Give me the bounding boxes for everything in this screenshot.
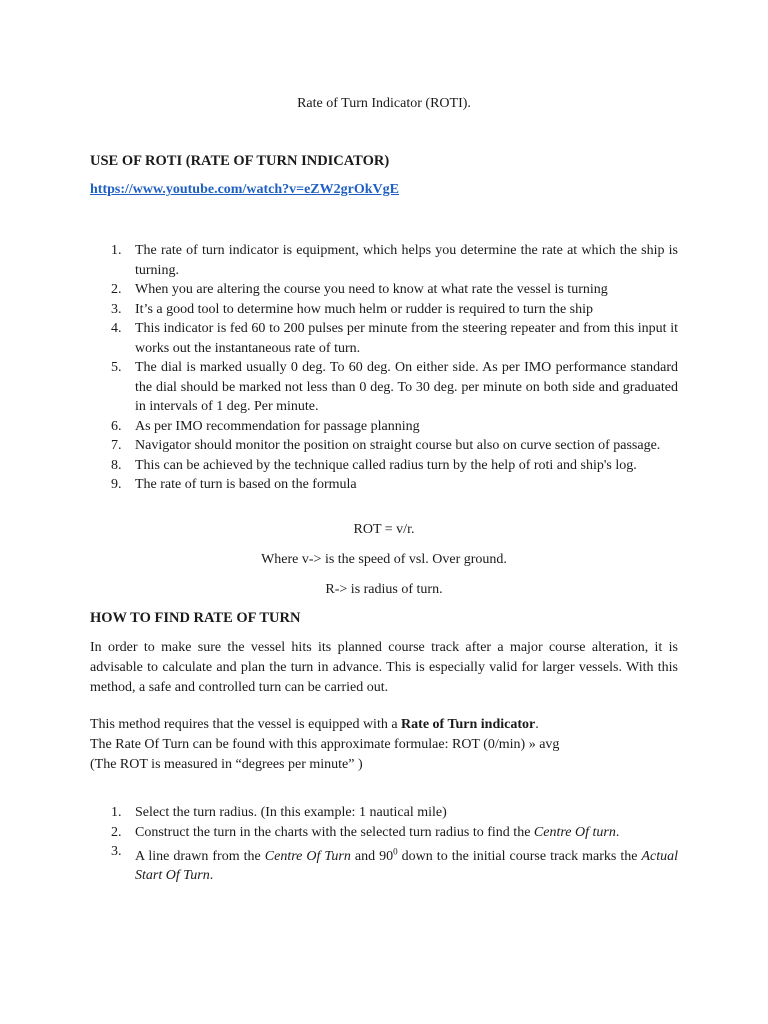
rate-of-turn-indicator-bold: Rate of Turn indicator xyxy=(401,717,536,732)
list-item xyxy=(90,300,678,320)
list-item xyxy=(90,823,678,843)
section-heading-how-to-find: HOW TO FIND RATE OF TURN xyxy=(90,610,301,626)
list-item xyxy=(90,456,678,476)
rot-formula: ROT = v/r. xyxy=(353,522,415,537)
formula-where-v: Where v-> is the speed of vsl. Over ground. xyxy=(261,552,507,567)
list-number: 8. xyxy=(111,457,122,473)
list-item-text: When you are altering the course you need to know at what rate the vessel is turning xyxy=(135,282,608,297)
list-item xyxy=(90,358,678,417)
list-item xyxy=(90,417,678,437)
list-number: 1. xyxy=(111,243,122,258)
list-item-text: It’s a good tool to determine how much helm or rudder is required to turn the ship xyxy=(135,301,594,317)
list-item-text: The dial is marked usually 0 deg. To 60 deg. On either side. As per IMO performance standard the dial should be marked not less than 0 deg. To 30 deg. per minute on both side and graduated in intervals of 1 deg. Per minute. xyxy=(135,360,678,414)
list-number: 3. xyxy=(111,844,122,859)
list-item xyxy=(90,803,678,823)
approx-formula-line: The Rate Of Turn can be found with this approximate formulae: ROT (0/min) » avg xyxy=(90,737,560,752)
turn-steps-list xyxy=(90,803,678,886)
list-item-text: The rate of turn is based on the formula xyxy=(135,477,357,492)
intro-paragraph: In order to make sure the vessel hits its planned course track after a major course alteration, it is advisable to calculate and plan the turn in advance. This is especially valid for larger vessels. With this method, a safe and controlled turn can be carried out. xyxy=(90,640,678,695)
list-item-text: The rate of turn indicator is equipment, which helps you determine the rate at which the ship is turning. xyxy=(135,243,678,278)
list-number: 7. xyxy=(111,438,122,453)
section-heading-use-of-roti: USE OF ROTI (RATE OF TURN INDICATOR) xyxy=(90,153,390,169)
list-number: 5. xyxy=(111,360,122,375)
list-number: 2. xyxy=(111,824,122,840)
list-number: 1. xyxy=(111,805,122,820)
list-item xyxy=(90,241,678,280)
list-number: 2. xyxy=(111,282,122,297)
list-number: 4. xyxy=(111,321,122,336)
list-item xyxy=(90,436,678,456)
list-number: 3. xyxy=(111,301,122,317)
list-item-text: As per IMO recommendation for passage planning xyxy=(135,418,420,434)
roti-requirement-line: This method requires that the vessel is equipped with a Rate of Turn indicator. xyxy=(90,717,539,732)
list-item xyxy=(90,475,678,495)
list-item xyxy=(90,280,678,300)
list-item-text: This can be achieved by the technique called radius turn by the help of roti and ship's log. xyxy=(135,457,637,473)
list-item-text: This indicator is fed 60 to 200 pulses per minute from the steering repeater and from this input it works out the instantaneous rate of turn. xyxy=(135,321,678,356)
formula-where-r: R-> is radius of turn. xyxy=(325,582,443,597)
list-number: 6. xyxy=(111,418,122,434)
list-item-text: A line drawn from the Centre Of Turn and $90^0$ down to the initial course track marks the Actual Start Of Turn. xyxy=(135,846,679,884)
youtube-link[interactable]: https://www.youtube.com/watch?v=eZW2grOkVgE xyxy=(90,182,399,197)
roti-list xyxy=(90,241,678,495)
list-item-text: Select the turn radius. (In this example: 1 nautical mile) xyxy=(135,805,447,820)
list-item-text: Navigator should monitor the position on straight course but also on curve section of passage. xyxy=(135,438,661,453)
list-item xyxy=(90,319,678,358)
list-item-text: Construct the turn in the charts with the selected turn radius to find the Centre Of turn. xyxy=(135,824,620,840)
list-item xyxy=(90,842,678,886)
rot-units-line: (The ROT is measured in “degrees per minute” ) xyxy=(90,757,363,772)
list-number: 9. xyxy=(111,477,122,492)
document-title: Rate of Turn Indicator (ROTI). xyxy=(297,96,471,111)
